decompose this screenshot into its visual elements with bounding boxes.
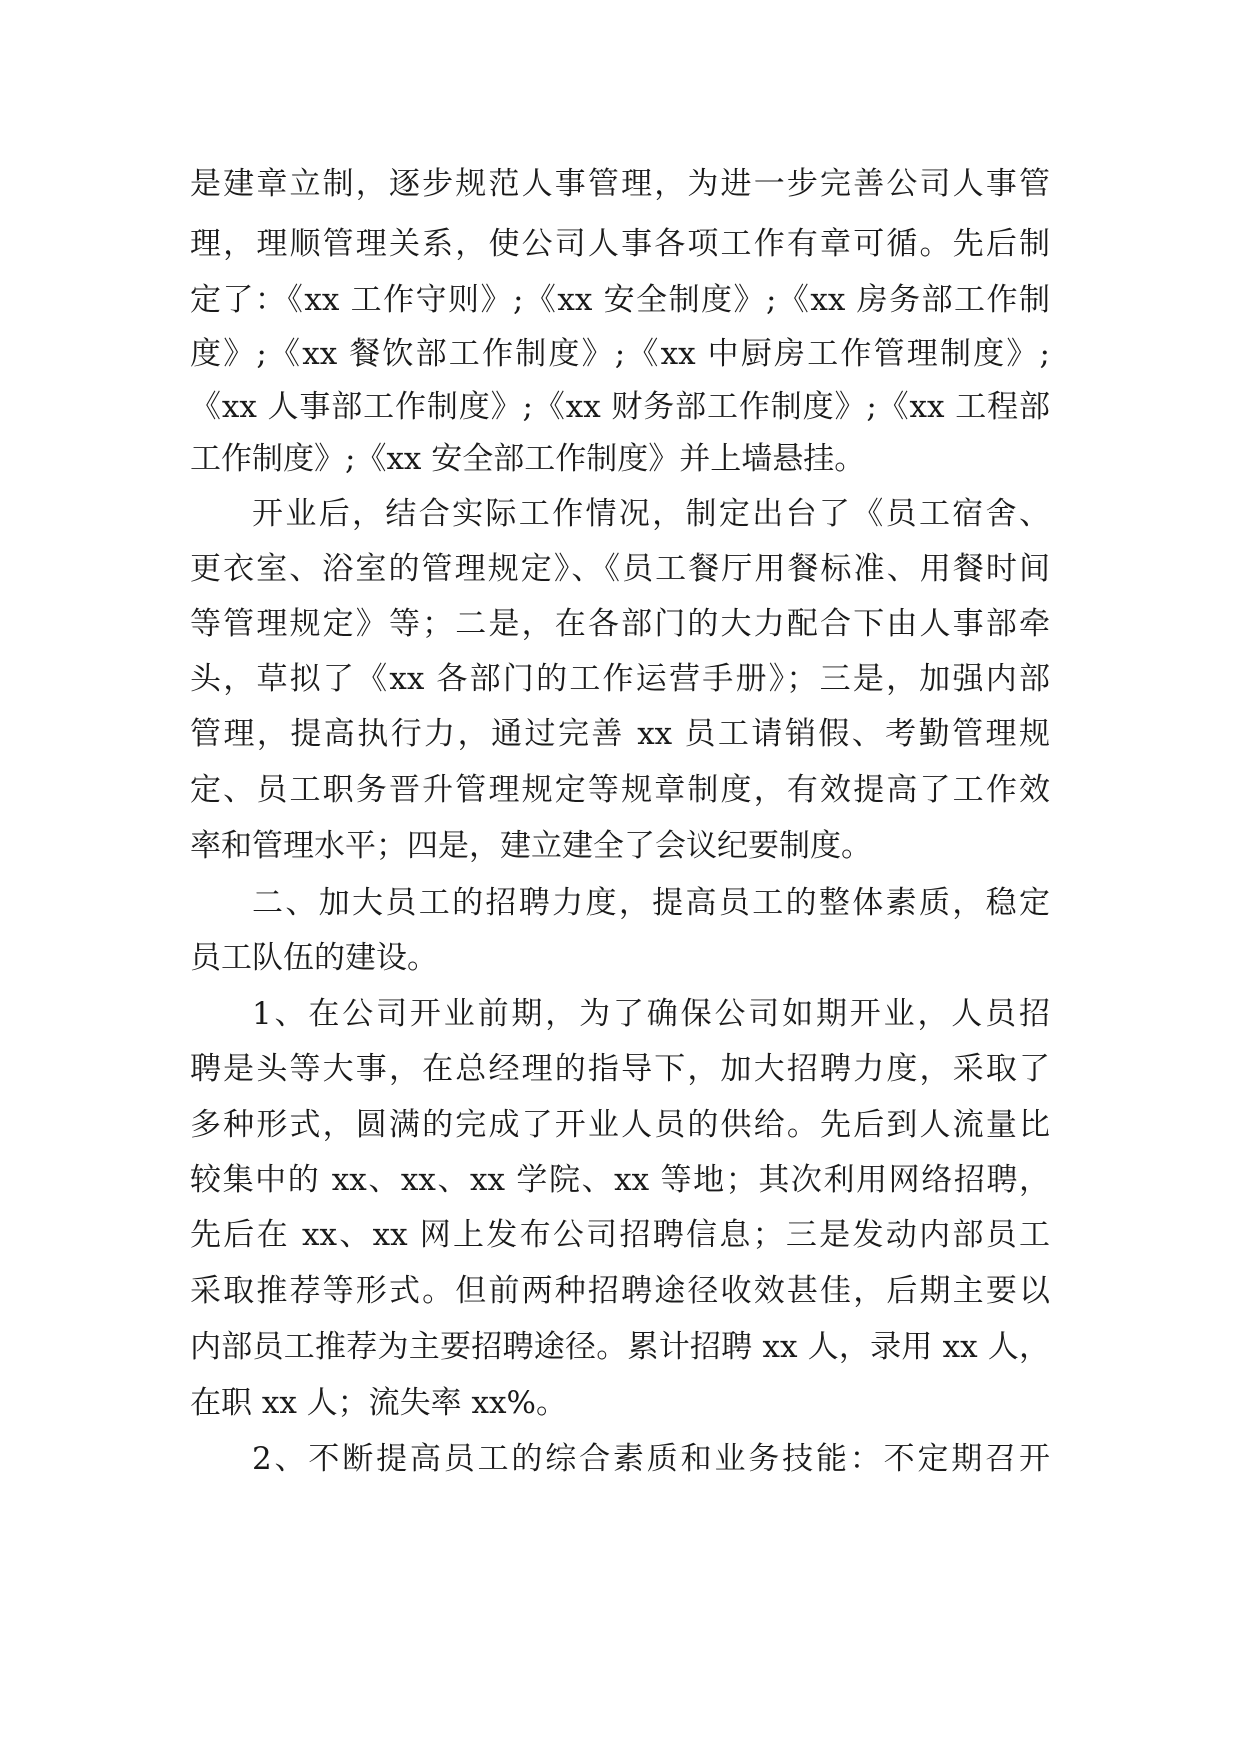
paragraph-first-line: 1、在公司开业前期，为了确保公司如期开业，人员招 <box>252 996 1050 1032</box>
text-line: 内部员工推荐为主要招聘途径。累计招聘 xx 人，录用 xx 人， <box>190 1329 1050 1365</box>
section-heading-line: 二、加大员工的招聘力度，提高员工的整体素质，稳定 <box>252 885 1050 921</box>
text-line: 等管理规定》等；二是，在各部门的大力配合下由人事部牵 <box>190 606 1050 642</box>
text-line: 在职 xx 人；流失率 xx%。 <box>190 1385 567 1421</box>
text-line: 多种形式，圆满的完成了开业人员的供给。先后到人流量比 <box>190 1107 1050 1143</box>
text-line: 采取推荐等形式。但前两种招聘途径收效甚佳，后期主要以 <box>190 1273 1050 1309</box>
text-line: 定了：《xx 工作守则》;《xx 安全制度》;《xx 房务部工作制 <box>190 282 1050 318</box>
text-line: 率和管理水平；四是，建立建全了会议纪要制度。 <box>190 828 872 864</box>
text-line: 先后在 xx、xx 网上发布公司招聘信息；三是发动内部员工 <box>190 1217 1050 1253</box>
text-line: 理，理顺管理关系，使公司人事各项工作有章可循。先后制 <box>190 226 1050 262</box>
paragraph-first-line: 开业后，结合实际工作情况，制定出台了《员工宿舍、 <box>252 496 1050 532</box>
section-heading-line: 员工队伍的建设。 <box>190 940 438 976</box>
text-line: 是建章立制，逐步规范人事管理，为进一步完善公司人事管 <box>190 166 1050 202</box>
text-line: 管理，提高执行力，通过完善 xx 员工请销假、考勤管理规 <box>190 716 1050 752</box>
text-line: 聘是头等大事，在总经理的指导下，加大招聘力度，采取了 <box>190 1051 1050 1087</box>
text-line: 较集中的 xx、xx、xx 学院、xx 等地；其次利用网络招聘， <box>190 1162 1050 1198</box>
text-line: 工作制度》;《xx 安全部工作制度》并上墙悬挂。 <box>190 441 866 477</box>
text-line: 度》;《xx 餐饮部工作制度》;《xx 中厨房工作管理制度》; <box>190 336 1050 372</box>
text-line: 定、员工职务晋升管理规定等规章制度，有效提高了工作效 <box>190 772 1050 808</box>
paragraph-first-line: 2、不断提高员工的综合素质和业务技能：不定期召开 <box>252 1441 1050 1477</box>
text-line: 头，草拟了《xx 各部门的工作运营手册》；三是，加强内部 <box>190 661 1050 697</box>
text-line: 更衣室、浴室的管理规定》、《员工餐厅用餐标准、用餐时间 <box>190 551 1050 587</box>
text-line: 《xx 人事部工作制度》;《xx 财务部工作制度》;《xx 工程部 <box>190 389 1050 425</box>
